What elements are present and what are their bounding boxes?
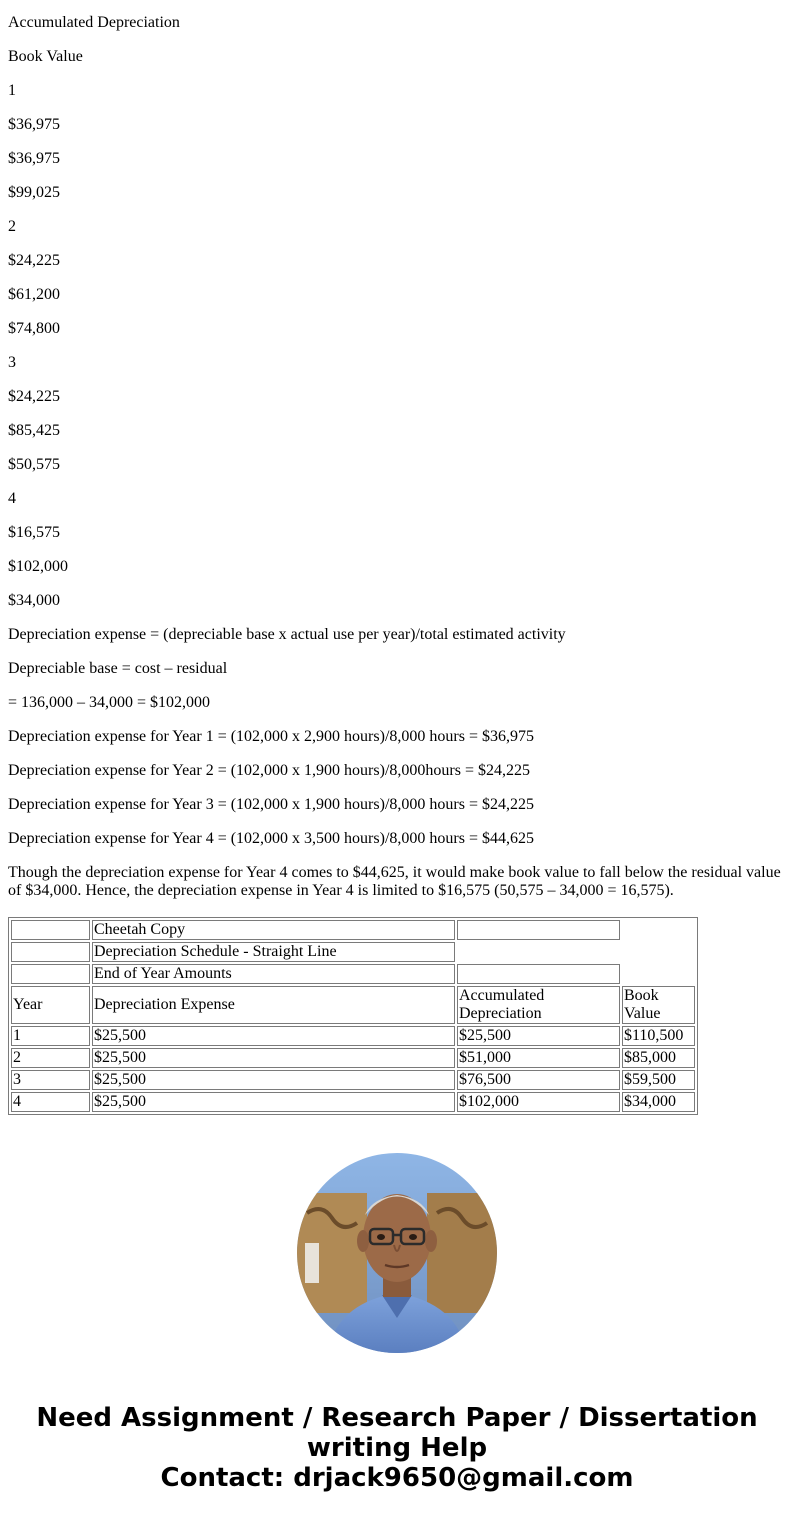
table-row — [11, 1070, 695, 1090]
text-line: 1 — [8, 82, 16, 99]
year-cell: 1 — [11, 1026, 90, 1046]
year-cell: 3 — [11, 1070, 90, 1090]
text-line: $102,000 — [8, 558, 68, 575]
table-row — [11, 942, 695, 962]
text-line: $85,425 — [8, 422, 60, 439]
text-line: Depreciable base = cost – residual — [8, 660, 228, 677]
accumulated-cell: $76,500 — [457, 1070, 620, 1090]
accumulated-cell: $102,000 — [457, 1092, 620, 1112]
text-line: Depreciation expense for Year 4 = (102,000 x 3,500 hours)/8,000 hours = $44,625 — [8, 830, 534, 847]
text-line: $24,225 — [8, 388, 60, 405]
text-line: Depreciation expense for Year 1 = (102,000 x 2,900 hours)/8,000 hours = $36,975 — [8, 728, 534, 745]
accumulated-cell: $25,500 — [457, 1026, 620, 1046]
text-line: Depreciation expense for Year 2 = (102,000 x 1,900 hours)/8,000hours = $24,225 — [8, 762, 530, 779]
promo-line: Need Assignment / Research Paper / Dissertation — [36, 1403, 758, 1433]
document-body — [8, 0, 786, 900]
text-line: $61,200 — [8, 286, 60, 303]
promo-contact: Contact: drjack9650@gmail.com — [160, 1463, 634, 1493]
book-value-cell: $34,000 — [622, 1092, 695, 1112]
book-value-cell: $59,500 — [622, 1070, 695, 1090]
book-value-cell: $110,500 — [622, 1026, 695, 1046]
text-line: $50,575 — [8, 456, 60, 473]
text-line: 2 — [8, 218, 16, 235]
accumulated-header: Accumulated Depreciation — [457, 986, 620, 1024]
text-line: 4 — [8, 490, 16, 507]
promo-banner — [0, 1403, 794, 1493]
table-row — [11, 1048, 695, 1068]
schedule-subtitle-cell: End of Year Amounts — [92, 964, 455, 984]
text-line: Depreciation expense for Year 3 = (102,000 x 1,900 hours)/8,000 hours = $24,225 — [8, 796, 534, 813]
table-cell — [622, 920, 695, 940]
table-cell — [622, 942, 695, 962]
text-line: Book Value — [8, 48, 83, 65]
table-cell — [457, 920, 620, 940]
table-cell — [11, 920, 90, 940]
text-line: = 136,000 – 34,000 = $102,000 — [8, 694, 211, 711]
book-value-cell: $85,000 — [622, 1048, 695, 1068]
text-lines — [8, 0, 786, 900]
table-header-row — [11, 986, 695, 1024]
year-header: Year — [11, 986, 90, 1024]
expense-cell: $25,500 — [92, 1092, 455, 1112]
table-cell — [11, 942, 90, 962]
schedule-title-cell: Depreciation Schedule - Straight Line — [92, 942, 455, 962]
book-value-header: Book Value — [622, 986, 695, 1024]
expense-cell: $25,500 — [92, 1070, 455, 1090]
accumulated-cell: $51,000 — [457, 1048, 620, 1068]
year-cell: 4 — [11, 1092, 90, 1112]
author-avatar — [297, 1153, 497, 1353]
expense-cell: $25,500 — [92, 1048, 455, 1068]
text-line: $16,575 — [8, 524, 60, 541]
text-line: $74,800 — [8, 320, 60, 337]
promo-line: writing Help — [306, 1433, 488, 1463]
text-line: $99,025 — [8, 184, 60, 201]
depreciation-schedule-table — [8, 917, 698, 1115]
expense-header: Depreciation Expense — [92, 986, 455, 1024]
text-line: Though the depreciation expense for Year 4 comes to $44,625, it would make book value to fall below the residual value of $34,000. Hence, the depreciation expense in Year 4 is limited to $16,575 (50,575 – 34,000 = 16,575). — [8, 864, 781, 899]
table-cell — [622, 964, 695, 984]
text-line: Accumulated Depreciation — [8, 14, 180, 31]
expense-cell: $25,500 — [92, 1026, 455, 1046]
table-row — [11, 964, 695, 984]
text-line: Depreciation expense = (depreciable base x actual use per year)/total estimated activity — [8, 626, 566, 643]
author-portrait-icon — [297, 1153, 497, 1353]
table-row — [11, 1092, 695, 1112]
text-line: $36,975 — [8, 150, 60, 167]
table-row — [11, 1026, 695, 1046]
table-cell — [11, 964, 90, 984]
table-cell — [457, 942, 620, 962]
table-cell — [457, 964, 620, 984]
text-line: $34,000 — [8, 592, 60, 609]
text-line: $36,975 — [8, 116, 60, 133]
text-line: 3 — [8, 354, 16, 371]
text-line: $24,225 — [8, 252, 60, 269]
year-cell: 2 — [11, 1048, 90, 1068]
company-name-cell: Cheetah Copy — [92, 920, 455, 940]
table-row — [11, 920, 695, 940]
